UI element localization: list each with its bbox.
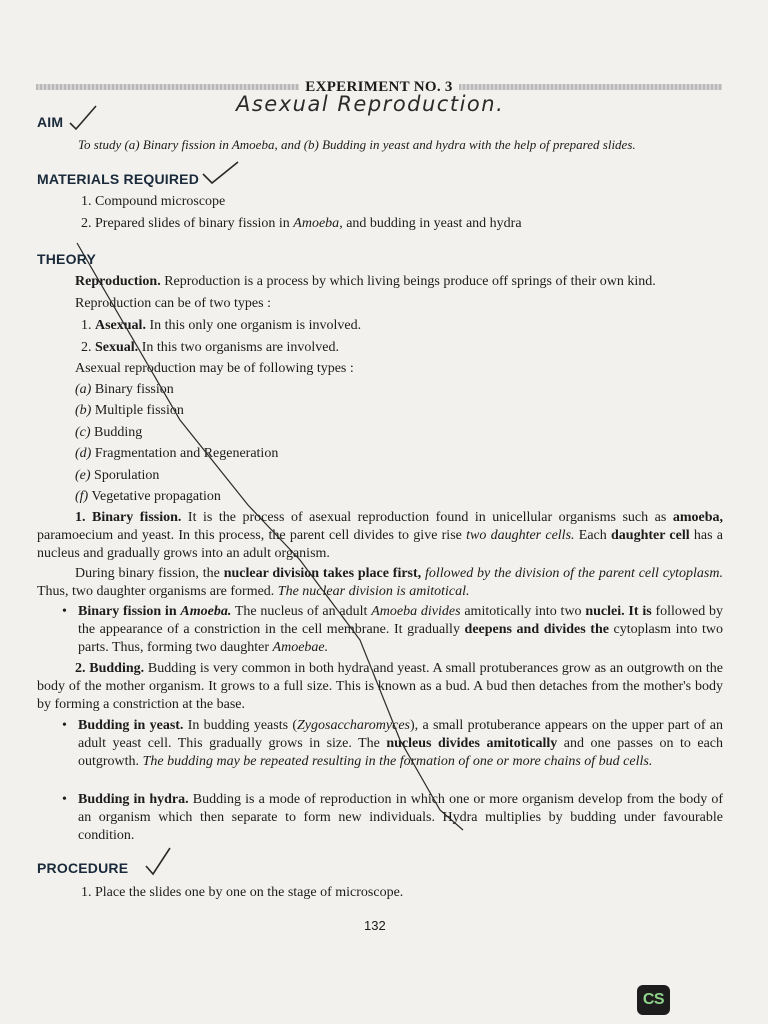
bullet-yeast-text bbox=[78, 717, 723, 771]
materials-item-1-num: 1. bbox=[81, 194, 92, 209]
hydra-b1: Budding in hydra. bbox=[78, 792, 189, 807]
asexual-type-e-label: (e) bbox=[75, 468, 91, 483]
yeast-i1: Zygosaccharomyces bbox=[297, 718, 411, 733]
asexual-type-a-text: Binary fission bbox=[94, 382, 174, 397]
materials-item-1-text: Compound microscope bbox=[95, 194, 226, 209]
aim-checkmark-icon bbox=[70, 106, 96, 129]
yeast-t1: In budding yeasts ( bbox=[183, 718, 297, 733]
asexual-type-e bbox=[75, 467, 159, 485]
binary-fission-b1: amoeba, bbox=[672, 510, 723, 525]
type-asexual-num: 1. bbox=[81, 318, 92, 333]
during-binary-paragraph bbox=[37, 565, 723, 601]
materials-item-2-post: , and budding in yeast and hydra bbox=[339, 216, 522, 231]
amoeba-t3: followed by the appearance of a constriction in the cell membrane. It gradually bbox=[78, 604, 724, 637]
asexual-type-d bbox=[75, 445, 278, 463]
aim-text: To study (a) Binary fission in Amoeba, and (b) Budding in yeast and hydra with the help of prepared slides. bbox=[78, 137, 636, 152]
asexual-type-b bbox=[75, 402, 184, 420]
asexual-type-e-text: Sporulation bbox=[94, 468, 160, 483]
bullet-hydra bbox=[62, 791, 723, 845]
amoeba-b1: Binary fission in bbox=[78, 604, 181, 619]
materials-item-2-italic: Amoeba bbox=[293, 216, 340, 231]
amoeba-t4: cytoplasm into two parts. Thus, forming two daughter bbox=[78, 622, 723, 655]
bullet-amoeba bbox=[62, 603, 724, 657]
materials-item-2-pre: Prepared slides of binary fission in bbox=[95, 216, 294, 231]
bullet-dot: • bbox=[62, 718, 67, 733]
procedure-checkmark-icon bbox=[146, 848, 170, 874]
during-binary-i1: followed by the division of the parent cell cytoplasm. bbox=[421, 566, 723, 581]
reproduction-text: Reproduction is a process by which living beings produce off springs of their own kind. bbox=[160, 274, 656, 289]
yeast-t3: and one passes on to each outgrowth. bbox=[78, 736, 723, 769]
during-binary-i2: The nuclear division is amitotical. bbox=[277, 584, 470, 599]
during-binary-t2: Thus, two daughter organisms are formed. bbox=[37, 584, 278, 599]
budding-bold: 2. Budding. bbox=[75, 661, 145, 676]
amoeba-i1: Amoeba divides bbox=[371, 604, 461, 619]
asexual-type-a-label: (a) bbox=[75, 382, 92, 397]
amoeba-t2: amitotically into two bbox=[460, 604, 586, 619]
reproduction-bold: Reproduction. bbox=[75, 274, 161, 289]
aim-heading: AIM bbox=[37, 114, 64, 130]
yeast-t2: ), a small protuberance appears on the upper part of an adult yeast cell. This gradually grows in size. The bbox=[78, 718, 723, 751]
binary-fission-bold: 1. Binary fission. bbox=[75, 510, 182, 525]
type-asexual-bold: Asexual. bbox=[95, 318, 146, 333]
budding-t1: Budding is very common in both hydra and yeast. A small protuberances grow as an outgrowth on the body of the mother organism. It grows to a full size. This is known as a bud. A bud then detaches from the mother's body by forming a constriction at the base. bbox=[37, 661, 724, 712]
during-binary-b1: nuclear division takes place first, bbox=[223, 566, 422, 581]
binary-fission-paragraph bbox=[37, 509, 723, 563]
type-asexual bbox=[81, 317, 361, 335]
bullet-yeast bbox=[62, 717, 723, 771]
header-rule-left bbox=[36, 84, 299, 90]
type-sexual-num: 2. bbox=[81, 340, 92, 355]
bullet-dot: • bbox=[62, 792, 67, 807]
header-rule-right bbox=[459, 84, 722, 90]
asexual-type-c-text: Budding bbox=[94, 425, 143, 440]
bullet-amoeba-text bbox=[78, 603, 723, 657]
amoeba-i2: Amoebae. bbox=[272, 640, 329, 655]
asexual-type-f-label: (f) bbox=[75, 489, 89, 504]
binary-fission-t4: has a nucleus and gradually grows into an adult organism. bbox=[37, 528, 724, 561]
procedure-step-1-text: Place the slides one by one on the stage of microscope. bbox=[95, 885, 404, 900]
procedure-step-1 bbox=[81, 884, 403, 902]
binary-fission-t1: It is the process of asexual reproduction found in unicellular organisms such as bbox=[181, 510, 673, 525]
binary-fission-t3: Each bbox=[574, 528, 611, 543]
binary-fission-t2: paramoecium and yeast. In this process, the parent cell divides to give rise bbox=[37, 528, 467, 543]
asexual-type-d-label: (d) bbox=[75, 446, 92, 461]
asexual-type-f-text: Vegetative propagation bbox=[91, 489, 221, 504]
procedure-heading: PROCEDURE bbox=[37, 860, 129, 876]
camscanner-logo: CS bbox=[637, 985, 670, 1015]
asexual-type-a bbox=[75, 381, 174, 399]
materials-item-2-num: 2. bbox=[81, 216, 92, 231]
theory-heading: THEORY bbox=[37, 251, 97, 267]
asexual-type-d-text: Fragmentation and Regeneration bbox=[94, 446, 279, 461]
during-binary-t1: During binary fission, the bbox=[75, 566, 224, 581]
binary-fission-b2: daughter cell bbox=[611, 528, 690, 543]
asexual-type-c bbox=[75, 424, 142, 442]
handwritten-title: Asexual Reproduction. bbox=[236, 92, 505, 116]
amoeba-b3: deepens and divides the bbox=[464, 622, 609, 637]
materials-checkmark-icon bbox=[203, 162, 238, 183]
materials-item-2 bbox=[81, 215, 522, 233]
bullet-hydra-text bbox=[78, 791, 723, 845]
asexual-type-f bbox=[75, 488, 221, 506]
type-sexual-text: In this two organisms are involved. bbox=[138, 340, 339, 355]
page-number: 132 bbox=[364, 918, 386, 933]
type-sexual bbox=[81, 339, 339, 357]
amoeba-b2: nuclei. It is bbox=[585, 604, 652, 619]
yeast-i2: The budding may be repeated resulting in the formation of one or more chains of bud cells. bbox=[142, 754, 653, 769]
asexual-type-b-text: Multiple fission bbox=[94, 403, 184, 418]
yeast-b2: nucleus divides amitotically bbox=[386, 736, 558, 751]
budding-paragraph bbox=[37, 660, 723, 714]
two-types-line: Reproduction can be of two types : bbox=[75, 296, 271, 311]
amoeba-bi: Amoeba. bbox=[180, 604, 232, 619]
procedure-step-1-num: 1. bbox=[81, 885, 92, 900]
amoeba-t1: The nucleus of an adult bbox=[231, 604, 372, 619]
binary-fission-i1: two daughter cells. bbox=[466, 528, 575, 543]
asexual-intro: Asexual reproduction may be of following types : bbox=[75, 361, 354, 376]
asexual-type-b-label: (b) bbox=[75, 403, 92, 418]
type-asexual-text: In this only one organism is involved. bbox=[145, 318, 362, 333]
materials-heading: MATERIALS REQUIRED bbox=[37, 171, 200, 187]
bullet-dot: • bbox=[62, 604, 67, 619]
reproduction-definition bbox=[75, 273, 656, 291]
yeast-b1: Budding in yeast. bbox=[78, 718, 184, 733]
asexual-type-c-label: (c) bbox=[75, 425, 91, 440]
materials-item-1 bbox=[81, 193, 225, 211]
type-sexual-bold: Sexual. bbox=[95, 340, 139, 355]
hydra-t1: Budding is a mode of reproduction in which one or more organism develop from the body of an organism which then separate to form new individuals. Hydra multiplies by budding under favourable condition. bbox=[78, 792, 723, 843]
experiment-title: EXPERIMENT NO. 3 bbox=[305, 78, 453, 95]
